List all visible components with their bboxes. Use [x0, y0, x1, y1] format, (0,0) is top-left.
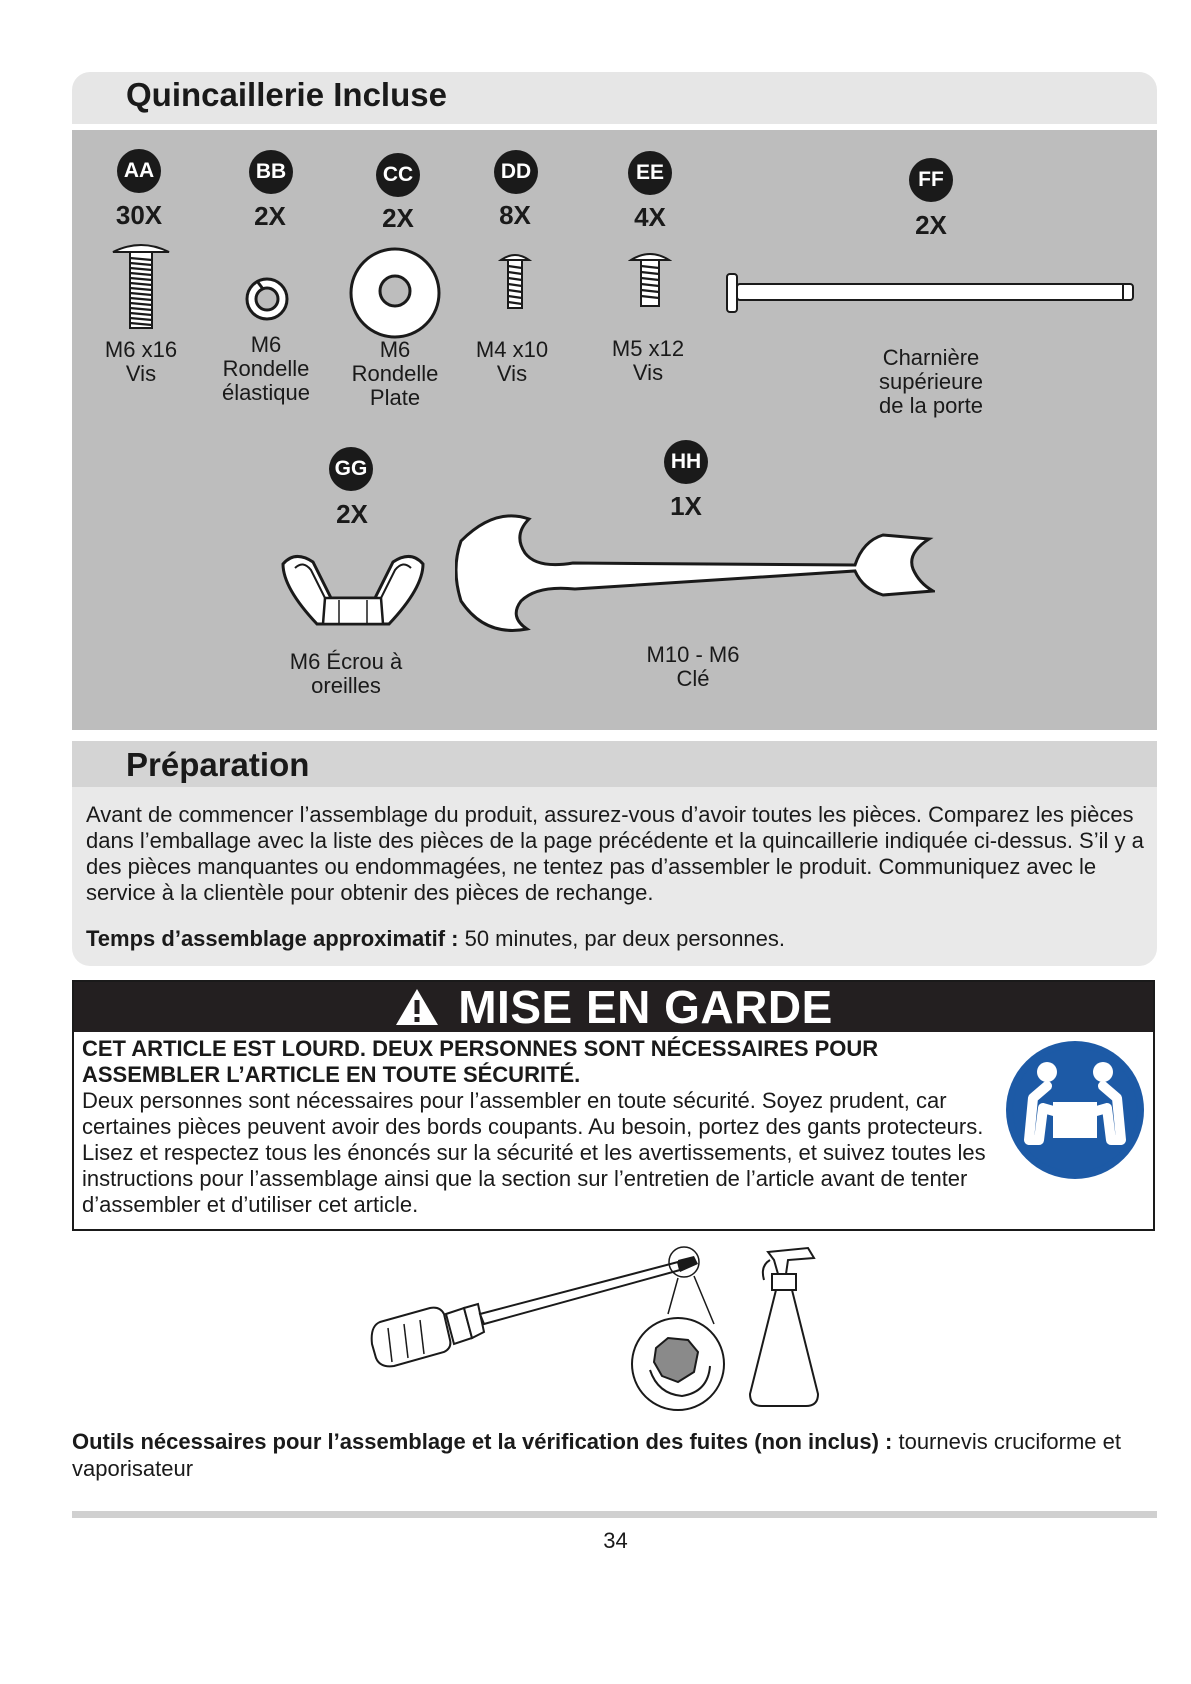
qty-aa: 30X	[115, 200, 163, 230]
label-gg: M6 Écrou à oreilles	[289, 649, 403, 698]
tools-value: tournevis cruciforme et vaporisateur	[72, 1429, 1121, 1481]
tools-required	[72, 1428, 1167, 1482]
preparation-body: Avant de commencer l’assemblage du produit, assurez-vous d’avoir toutes les pièces. Comparez les pièces dans l’emballage avec la liste des pièces de la page précédente et la quincaillerie indiquée ci-dessus. S’il y a des pièces manquantes ou endommagées, ne tentez pas d’assembler le produit. Communiquez avec le service à la clientèle pour obtenir des pièces de rechange.	[86, 802, 1144, 905]
warning-text: Deux personnes sont nécessaires pour l’assembler en toute sécurité. Soyez prudent, car certaines pièces peuvent avoir des bords coupants. Au besoin, portez des gants protecteurs. Lisez et respectez tous les énoncés sur la sécurité et les avertissements, et suivez toutes les instructions pour l’assemblage ainsi que la section sur l’entretien de l’article avant de tenter d’assembler et d’utiliser cet article.	[82, 1088, 986, 1217]
hardware-title: Quincaillerie Incluse	[126, 76, 447, 113]
badge-dd: DD	[494, 150, 538, 194]
split-washer-icon	[243, 274, 291, 324]
badge-cc: CC	[376, 153, 420, 197]
screw-m5x12-icon	[628, 248, 672, 308]
door-hinge-pin-icon	[725, 270, 1137, 316]
badge-bb: BB	[249, 150, 293, 194]
badge-aa: AA	[117, 149, 161, 193]
wrench-icon	[455, 505, 935, 635]
label-aa: M6 x16 Vis	[104, 337, 178, 386]
screw-m6x16-icon	[110, 238, 172, 330]
label-dd: M4 x10 Vis	[475, 337, 549, 386]
tools-illustration	[368, 1244, 838, 1419]
preparation-title: Préparation	[126, 746, 310, 783]
badge-hh: HH	[664, 440, 708, 484]
badge-ff: FF	[909, 158, 953, 202]
page-number: 34	[603, 1528, 628, 1553]
wing-nut-icon	[273, 548, 433, 638]
assembly-time	[86, 926, 1146, 952]
warning-bar	[74, 982, 1153, 1032]
qty-cc: 2X	[382, 203, 414, 233]
label-ff: Charnière supérieure de la porte	[879, 345, 983, 418]
warning-triangle-icon	[394, 987, 440, 1027]
tools-label: Outils nécessaires pour l’assemblage et la vérification des fuites (non inclus) :	[72, 1429, 893, 1454]
screw-m4x10-icon	[498, 250, 532, 310]
label-cc: M6 Rondelle Plate	[351, 337, 439, 410]
two-person-lift-icon	[1005, 1040, 1145, 1180]
warning-title: MISE EN GARDE	[458, 981, 833, 1033]
badge-gg: GG	[329, 447, 373, 491]
badge-ee: EE	[628, 151, 672, 195]
qty-ff: 2X	[915, 210, 947, 240]
label-hh: M10 - M6 Clé	[646, 642, 740, 691]
qty-ee: 4X	[634, 202, 666, 232]
qty-dd: 8X	[499, 200, 531, 230]
qty-bb: 2X	[254, 201, 286, 231]
qty-hh: 1X	[670, 491, 702, 521]
spray-bottle-icon	[750, 1248, 818, 1406]
label-ee: M5 x12 Vis	[611, 336, 685, 385]
assembly-time-value: 50 minutes, par deux personnes.	[458, 926, 786, 951]
warning-heading: CET ARTICLE EST LOURD. DEUX PERSONNES SONT NÉCESSAIRES POUR ASSEMBLER L’ARTICLE EN TOUTE SÉCURITÉ.	[82, 1036, 879, 1087]
footer-rule	[72, 1511, 1157, 1518]
flat-washer-icon	[348, 246, 442, 340]
assembly-time-label: Temps d’assemblage approximatif :	[86, 926, 459, 951]
label-bb: M6 Rondelle élastique	[221, 332, 311, 405]
qty-gg: 2X	[336, 499, 368, 529]
